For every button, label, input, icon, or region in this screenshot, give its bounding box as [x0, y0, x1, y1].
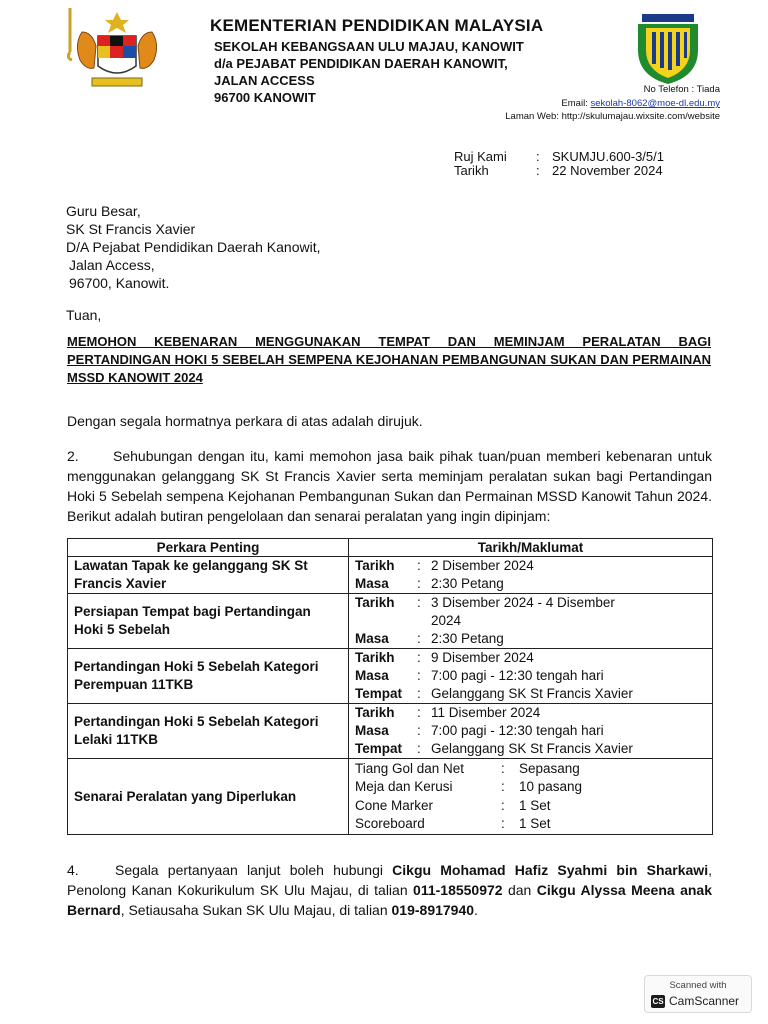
school-name: SEKOLAH KEBANGSAAN ULU MAJAU, KANOWIT — [214, 39, 524, 54]
table-header-row — [68, 539, 713, 557]
detail-sep: : — [417, 723, 421, 738]
paragraph-number: 2. — [67, 448, 79, 464]
equipment-name: Tiang Gol dan Net — [355, 760, 465, 776]
detail-key: Tarikh — [355, 705, 395, 720]
detail-sep: : — [417, 686, 421, 701]
date-separator: : — [536, 163, 540, 178]
detail-key: Tempat — [355, 741, 403, 756]
equipment-name: Cone Marker — [355, 797, 434, 813]
detail-value: 11 Disember 2024 — [431, 705, 541, 720]
equipment-list — [349, 759, 713, 835]
detail-sep: : — [417, 650, 421, 665]
equipment-sep: : — [501, 797, 505, 813]
phone-info: No Telefon : Tiada — [643, 84, 720, 95]
recipient-line: D/A Pejabat Pendidikan Daerah Kanowit, — [66, 239, 321, 255]
table-row — [68, 594, 713, 649]
paragraph-text: , Penolong Kanan Kokurikulum SK Ulu Majau, di talian — [67, 862, 712, 898]
paragraph-text: dan — [502, 882, 537, 898]
paragraph-text: Sehubungan dengan itu, kami memohon jasa baik pihak tuan/puan memberi kebenaran untuk menggunakan gelanggang SK St Francis Xavier serta meminjam peralatan sukan bagi Pertandingan Hoki 5 Sebelah sempena Kejohanan Pembangunan Sukan dan Permainan MSSD Kanowit Tahun 2024. Berikut adalah butiran pengelolaan dan senarai peralatan yang ingin dipinjam: — [67, 448, 712, 524]
ref-separator: : — [536, 149, 540, 164]
detail-key: Masa — [355, 668, 389, 683]
recipient-address — [66, 202, 321, 292]
equipment-qty: 1 Set — [519, 816, 551, 831]
website-info — [505, 111, 720, 122]
detail-key: Masa — [355, 576, 389, 591]
malaysia-coat-of-arms-logo — [62, 8, 172, 94]
equipment-sep: : — [501, 760, 505, 776]
detail-sep: : — [417, 741, 421, 756]
detail-value: 2:30 Petang — [431, 631, 504, 646]
detail-sep: : — [417, 668, 421, 683]
detail-sep: : — [417, 595, 421, 610]
equipment-sep: : — [501, 779, 505, 794]
paragraph-text: Segala pertanyaan lanjut boleh hubungi — [115, 862, 393, 878]
detail-sep: : — [417, 631, 421, 646]
detail-key: Tarikh — [355, 595, 395, 610]
table-details — [349, 557, 713, 594]
salutation: Tuan, — [66, 307, 102, 323]
school-address-line2: JALAN ACCESS — [214, 73, 315, 88]
contact-name: Cikgu Mohamad Hafiz Syahmi bin Sharkawi — [392, 862, 709, 878]
detail-key: Tarikh — [355, 558, 395, 573]
table-header: Tarikh/Maklumat — [349, 539, 713, 557]
paragraph-number: 4. — [67, 862, 79, 878]
detail-value: 2:30 Petang — [431, 576, 504, 591]
detail-value: Gelanggang SK St Francis Xavier — [431, 686, 633, 701]
table-header: Perkara Penting — [68, 539, 349, 557]
camscanner-name: CamScanner — [669, 994, 740, 1008]
detail-key: Masa — [355, 631, 389, 646]
detail-value: 3 Disember 2024 - 4 Disember 2024 — [431, 595, 615, 628]
camscanner-brand — [651, 994, 739, 1008]
contact-name: Cikgu Alyssa Meena anak Bernard — [67, 882, 712, 918]
ref-label: Ruj Kami — [454, 149, 507, 164]
detail-value: 2 Disember 2024 — [431, 558, 534, 573]
email-info — [561, 98, 720, 109]
detail-value: 7:00 pagi - 12:30 tengah hari — [431, 668, 604, 683]
table-item: Persiapan Tempat bagi Pertandingan Hoki 5 Sebelah — [68, 594, 349, 649]
equipment-qty: 1 Set — [519, 797, 551, 813]
email-label: Email: — [561, 98, 588, 109]
table-row — [68, 704, 713, 759]
email-link[interactable]: sekolah-8062@moe-dl.edu.my — [590, 98, 720, 109]
detail-sep: : — [417, 705, 421, 720]
table-row — [68, 557, 713, 594]
paragraph-1: Dengan segala hormatnya perkara di atas adalah dirujuk. — [67, 413, 423, 429]
school-address-line1: d/a PEJABAT PENDIDIKAN DAERAH KANOWIT, — [214, 56, 508, 71]
equipment-qty: Sepasang — [519, 760, 580, 776]
table-item: Senarai Peralatan yang Diperlukan — [68, 759, 349, 835]
date-label: Tarikh — [454, 163, 489, 178]
recipient-line: Jalan Access, — [69, 257, 155, 273]
table-details — [349, 649, 713, 704]
table-details — [349, 704, 713, 759]
details-table — [67, 538, 713, 835]
recipient-line: SK St Francis Xavier — [66, 221, 196, 237]
detail-key: Tempat — [355, 686, 403, 701]
paragraph-text: , Setiausaha Sukan SK Ulu Majau, di talian — [120, 902, 392, 918]
website-url[interactable]: http://skulumajau.wixsite.com/website — [561, 111, 720, 122]
table-item: Lawatan Tapak ke gelanggang SK St Francis Xavier — [68, 557, 349, 594]
scanned-with-label: Scanned with — [669, 980, 727, 991]
camscanner-icon: CS — [652, 996, 664, 1006]
table-item: Pertandingan Hoki 5 Sebelah Kategori Lelaki 11TKB — [68, 704, 349, 759]
paragraph-2 — [67, 446, 712, 526]
equipment-qty: 10 pasang — [519, 779, 583, 794]
table-details — [349, 594, 713, 649]
detail-value: Gelanggang SK St Francis Xavier — [431, 741, 633, 756]
school-logo — [632, 12, 704, 86]
equipment-sep: : — [501, 816, 505, 831]
letter-subject: MEMOHON KEBENARAN MENGGUNAKAN TEMPAT DAN MEMINJAM PERALATAN BAGI PERTANDINGAN HOKI 5 SEBELAH SEMPENA KEJOHANAN PEMBANGUNAN SUKAN DAN PERMAINAN MSSD KANOWIT 2024 — [67, 334, 711, 385]
equipment-name: Scoreboard — [355, 816, 425, 831]
table-row — [68, 649, 713, 704]
school-postcode: 96700 KANOWIT — [214, 90, 316, 105]
recipient-line: Guru Besar, — [66, 203, 141, 219]
detail-key: Masa — [355, 723, 389, 738]
ministry-title: KEMENTERIAN PENDIDIKAN MALAYSIA — [210, 16, 544, 35]
paragraph-4 — [67, 860, 712, 920]
table-item: Pertandingan Hoki 5 Sebelah Kategori Perempuan 11TKB — [68, 649, 349, 704]
camscanner-watermark — [644, 975, 752, 1013]
website-label: Laman Web: — [505, 111, 559, 122]
ref-value: SKUMJU.600-3/5/1 — [552, 149, 664, 164]
detail-key: Tarikh — [355, 650, 395, 665]
equipment-name: Meja dan Kerusi — [355, 779, 453, 794]
table-row — [68, 759, 713, 835]
paragraph-text: . — [474, 902, 478, 918]
contact-phone: 019-8917940 — [391, 902, 475, 918]
detail-value: 9 Disember 2024 — [431, 650, 534, 665]
recipient-line: 96700, Kanowit. — [69, 275, 170, 291]
detail-value: 7:00 pagi - 12:30 tengah hari — [431, 723, 604, 738]
detail-sep: : — [417, 558, 421, 573]
date-value: 22 November 2024 — [552, 163, 663, 178]
contact-phone: 011-18550972 — [413, 882, 503, 898]
detail-sep: : — [417, 576, 421, 591]
